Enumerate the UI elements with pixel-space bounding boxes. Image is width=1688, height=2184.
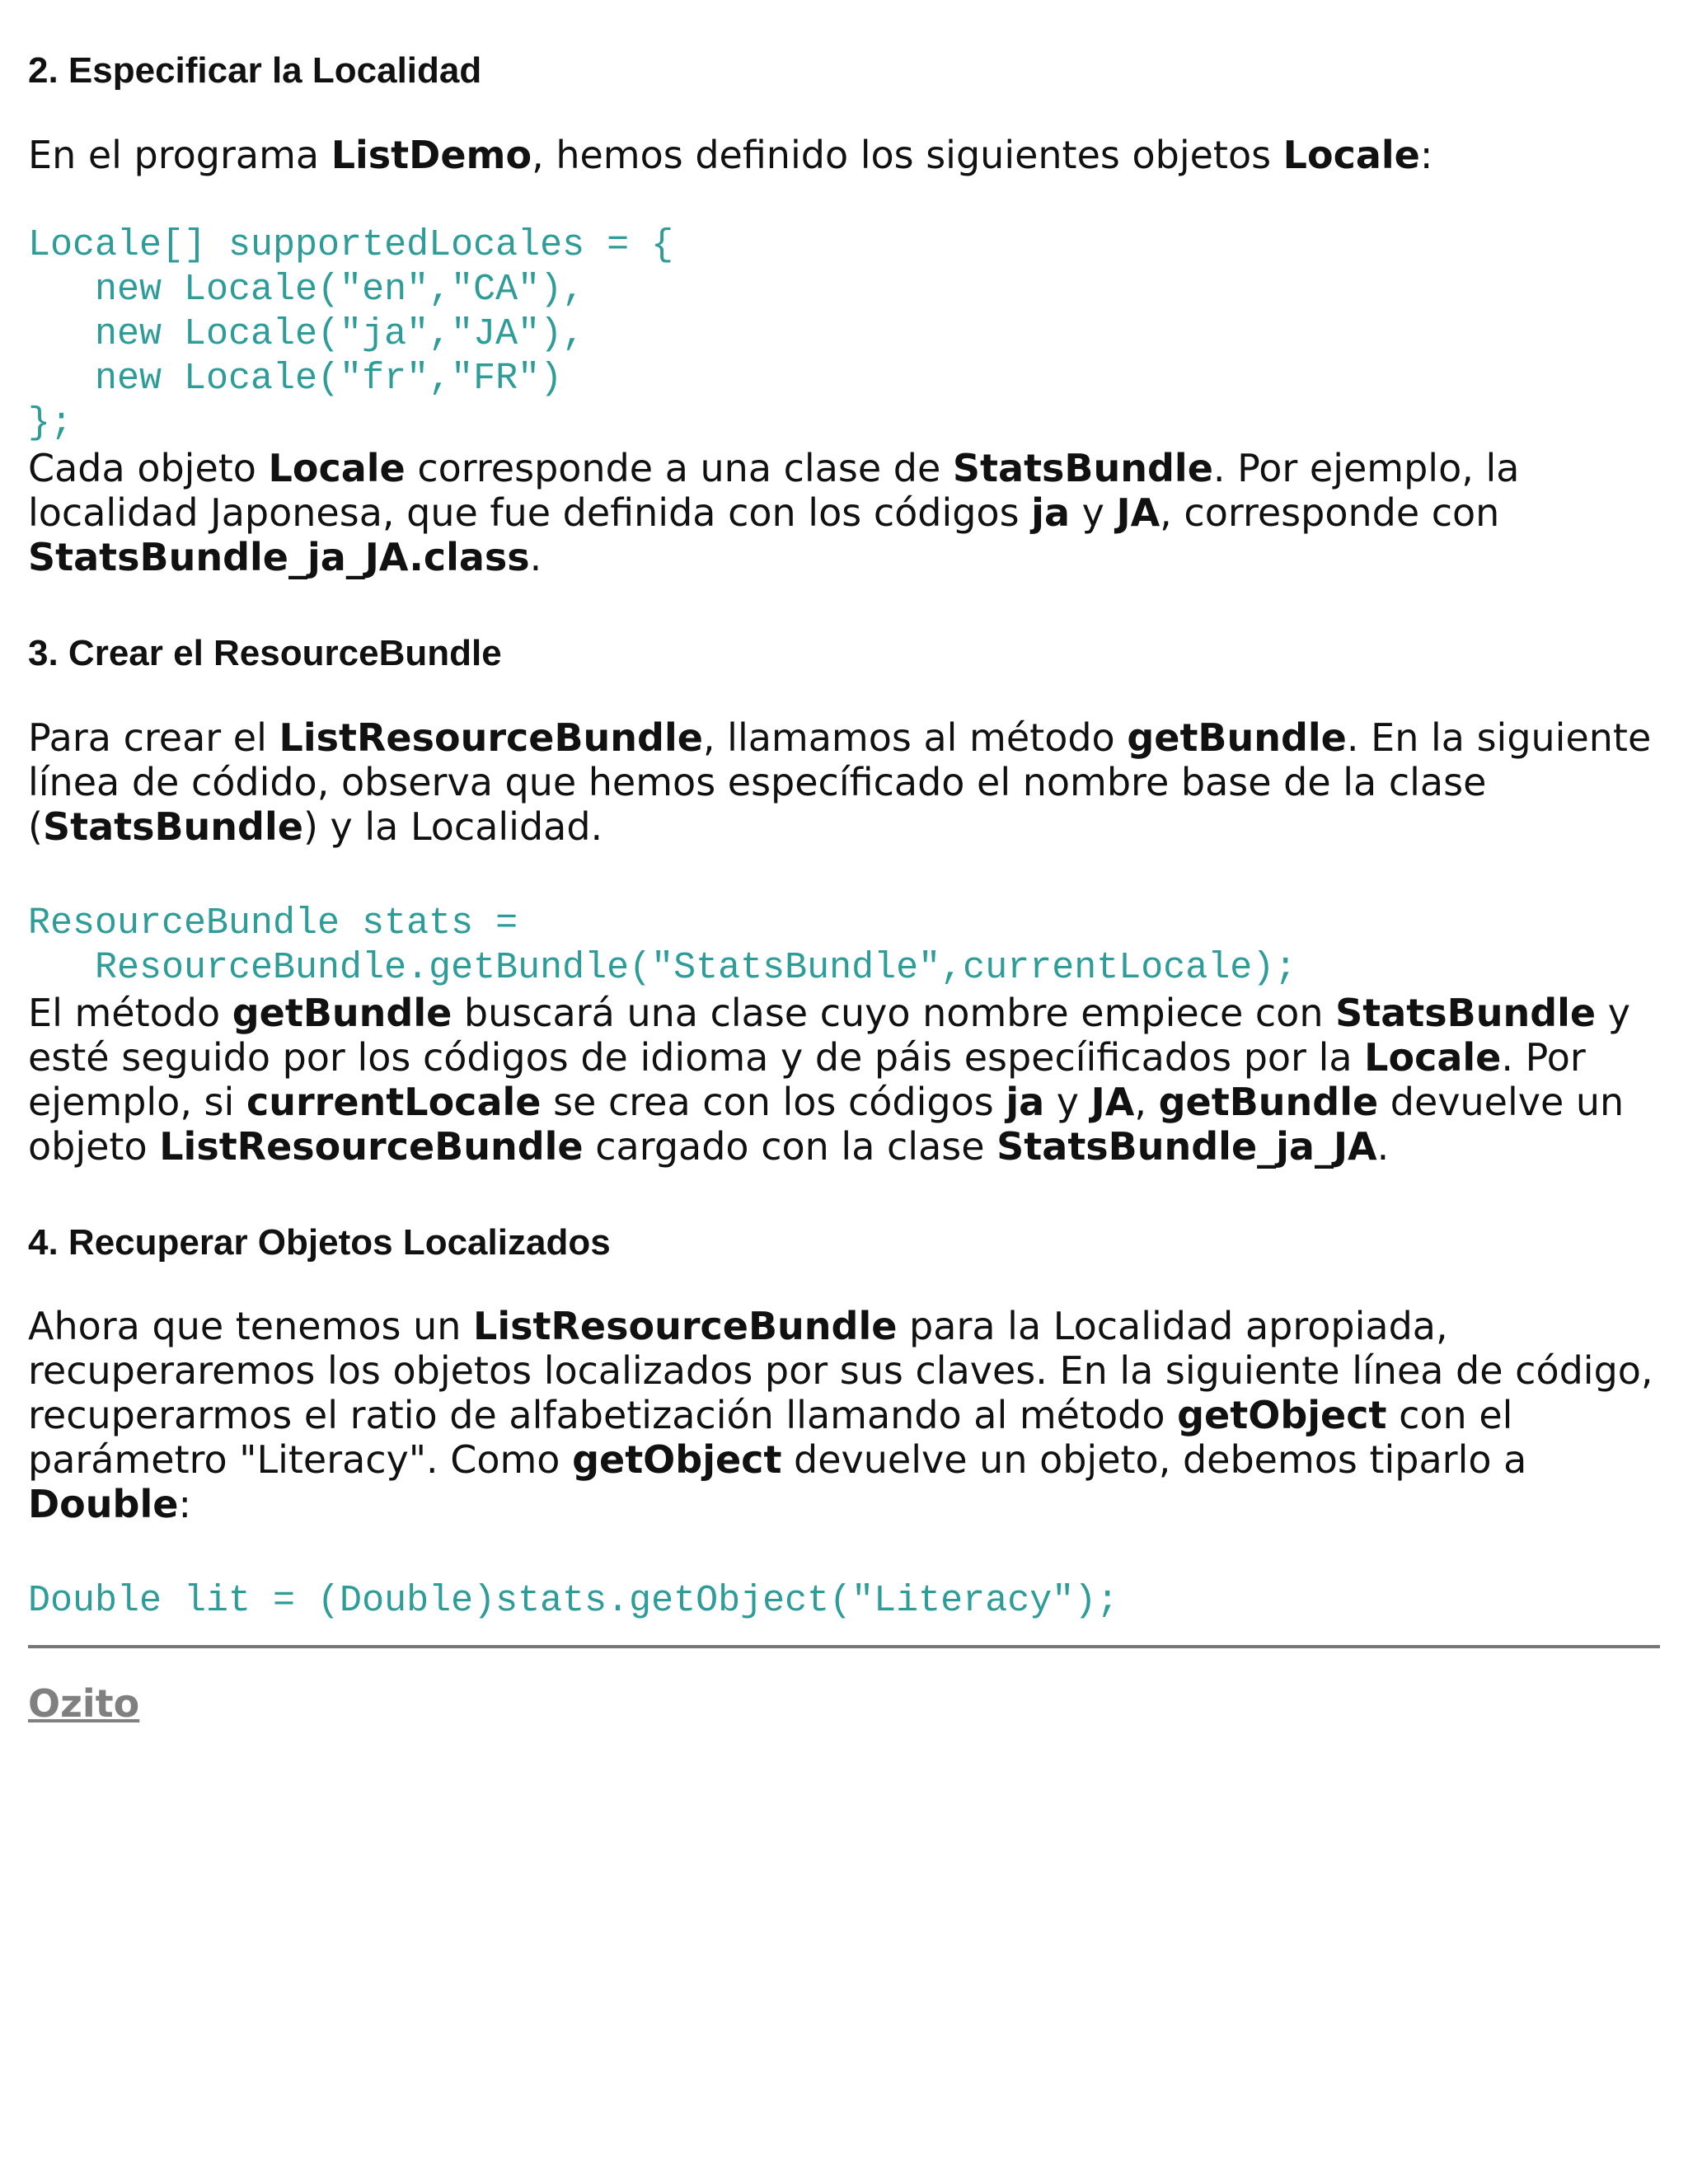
document-page bbox=[28, 49, 1660, 1726]
locales-code-block: Locale[] supportedLocales = { new Locale("en","CA"), new Locale("ja","JA"), new Locale("fr","FR") }; bbox=[28, 223, 674, 444]
section-2-explanation: Cada objeto Locale corresponde a una clase de StatsBundle. Por ejemplo, la localidad Japonesa, que fue definida con los códigos ja y JA, corresponde con StatsBundle_ja_JA.class. bbox=[28, 445, 1520, 579]
footer-divider bbox=[28, 1645, 1660, 1648]
section-4-intro: Ahora que tenemos un ListResourceBundle para la Localidad apropiada, recuperaremos los objetos localizados por sus claves. En la siguiente línea de código, recuperarmos el ratio de alfabetización llamando al método getObject con el parámetro "Literacy". Como getObject devuelve un objeto, debemos tiparlo a Double: bbox=[28, 1304, 1653, 1527]
section-2-intro: En el programa ListDemo, hemos definido los siguientes objetos Locale: bbox=[28, 132, 1433, 177]
section-3-explanation: El método getBundle buscará una clase cuyo nombre empiece con StatsBundle y esté seguido por los códigos de idioma y de páis especíificados por la Locale. Por ejemplo, si currentLocale se crea con los códigos ja y JA, getBundle devuelve un objeto ListResourceBundle cargado con la clase StatsBundle_ja_JA. bbox=[28, 990, 1630, 1169]
getobject-code-block: Double lit = (Double)stats.getObject("Literacy"); bbox=[28, 1580, 1119, 1623]
section-3-intro: Para crear el ListResourceBundle, llamamos al método getBundle. En la siguiente línea de códido, observa que hemos específicado el nombre base de la clase (StatsBundle) y la Localidad. bbox=[28, 715, 1652, 849]
section-3-heading: 3. Crear el ResourceBundle bbox=[28, 632, 502, 673]
getbundle-code-block: ResourceBundle stats = ResourceBundle.getBundle("StatsBundle",currentLocale); bbox=[28, 902, 1297, 989]
section-2-heading: 2. Especificar la Localidad bbox=[28, 50, 482, 91]
ozito-link[interactable]: Ozito bbox=[28, 1681, 140, 1727]
section-4-heading: 4. Recuperar Objetos Localizados bbox=[28, 1221, 611, 1263]
